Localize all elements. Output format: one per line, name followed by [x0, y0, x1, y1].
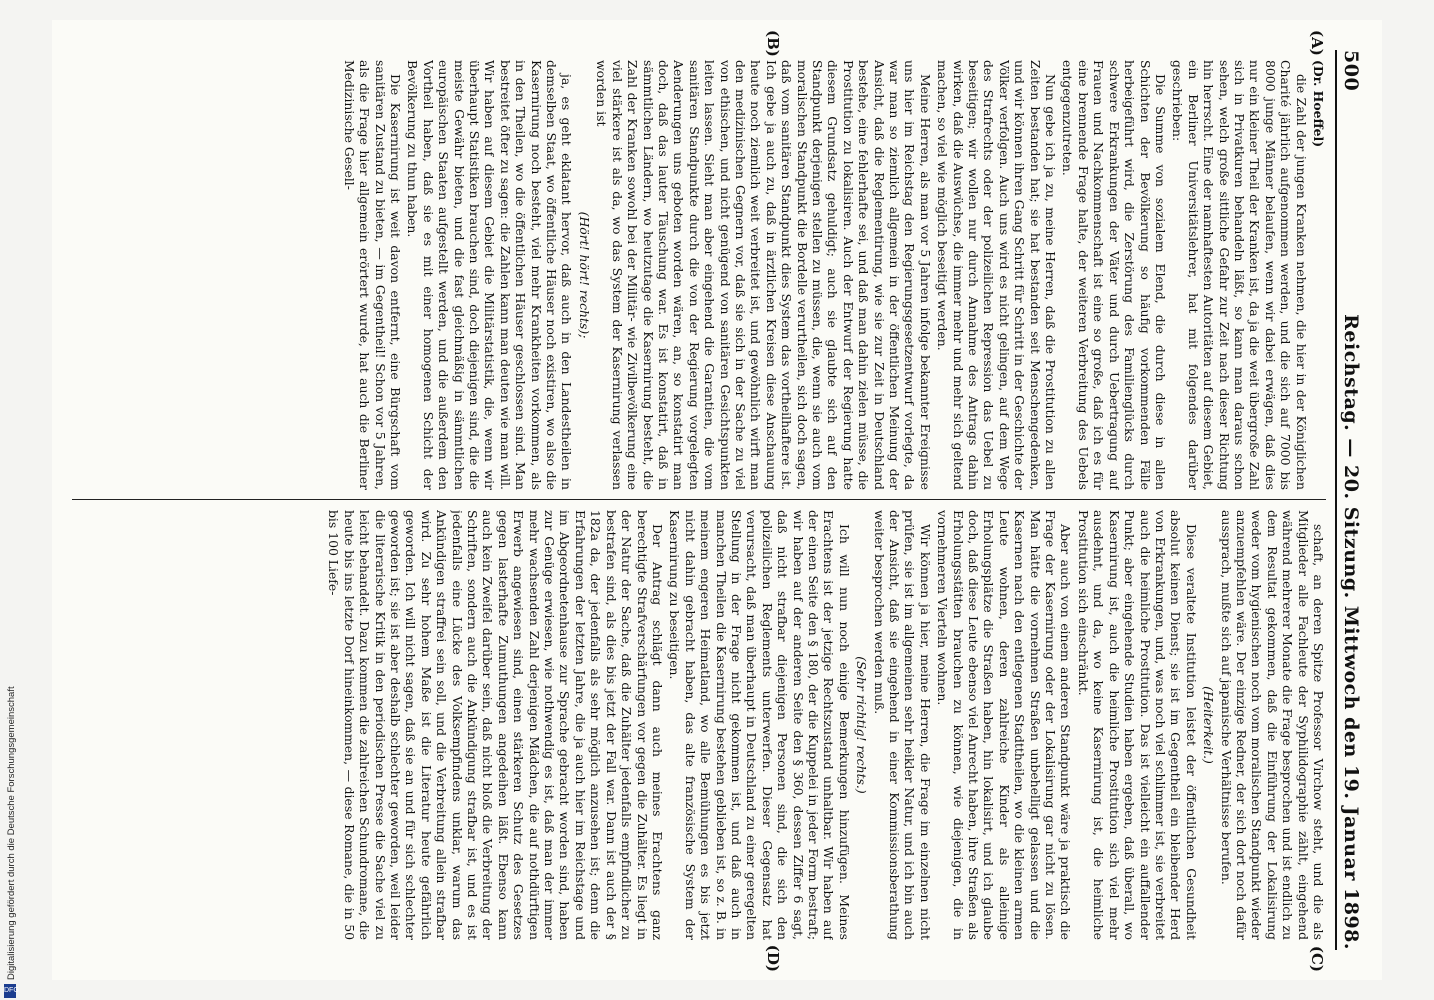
- paragraph: die Zahl der jungen Kranken nehmen, die hier in der Königlichen Charité jährlich aufgenommen werden, und die sich auf 7000 bis 8000 junge Männer belaufen, wenn wir dabei erwägen, daß dies nur ein kleiner Theil der Kranken ist, da ja die weit übergroße Zahl sich in Privatkuren behandeln läßt, so kann man daraus schon sehen, welch große sittliche Gefahr zur Zeit nach dieser Richtung hin herrscht. Eine der namhaftesten Autoritäten auf diesem Gebiet, ein Berliner Universitätslehrer, hat mit folgendes darüber geschrieben:: [1170, 60, 1309, 490]
- column-divider: [72, 499, 1326, 500]
- interjection: (Sehr richtig! rechts.): [854, 656, 870, 794]
- margin-marker-a: (A): [1308, 30, 1326, 56]
- credit-text: Digitalisierung gefördert durch die Deutsche Forschungsgemeinschaft: [6, 686, 17, 980]
- funding-credit: [0, 0, 20, 1000]
- margin-marker-c: (C): [1308, 945, 1326, 972]
- paragraph: Die Summe von sozialem Elend, die durch diese in allen Schichten der Bevölkerung so häufig vorkommenden Fälle herbeigeführt wird, die Zerstörung des Familienglücks durch schwere Erkrankungen der Väter und durch Uebertragung auf Frauen und Nachkommenschaft ist eine so große, daß ich es für eine brennende Frage halte, der weiteren Verbreitung des Uebels entgegenzutreten.: [1060, 60, 1168, 490]
- speaker-label: (Dr. Hoeffel): [1311, 60, 1326, 148]
- paragraph: Wir können ja hier, meine Herren, die Frage im einzelnen nicht prüfen, sie ist im allgemeinen sehr heikler Natur, und ich bin auch der Ansicht, daß sie eingehend in einer Kommissionsberathung weiter besprochen werden muß.: [871, 510, 933, 940]
- left-column: [72, 60, 1326, 490]
- dfg-logo-icon: DFG: [4, 984, 16, 998]
- page-number: 500: [1340, 50, 1362, 92]
- interjection: (Heiterkeit.): [1201, 686, 1217, 764]
- rotated-page: [52, 20, 1382, 980]
- paragraph: Die Kasernirung ist weit davon entfernt, eine Bürgschaft vom sanitären Zustand zu bieten, — im Gegentheil! Schon vor 5 Jahren, als die Frage hier allgemein erörtert wurde, hat auch die Berliner Medizinische Gesell-: [341, 60, 404, 490]
- paragraph: Meine Herren, als man vor 5 Jahren infolge bekannter Ereignisse uns hier im Reichstag den Regierungsgesetzentwurf vorlegte, da war man so ziemlich allgemein in der öffentlichen Meinung der Ansicht, daß die Reglementirung, wie sie zur Zeit in Deutschland bestehe, eine fehlerhafte sei, und daß man dahin zielen müsse, die Prostitution zu lokalisiren. Auch der Entwurf der Regierung hatte diesem Grundsatz gehuldigt; auch sie glaubte sich auf den Standpunkt derjenigen stellen zu müssen, die, wenn sie auch vom moralischen Standpunkt die Bordelle verurtheilen, sich doch sagen, daß vom sanitären Standpunkt dies System das vortheilhaftere ist. Ich gebe ja auch zu, daß in ärztlichen Kreisen diese Anschauung heute noch ziemlich weit verbreitet ist, und gewöhnlich wirft man den medizinischen Gegnern vor, daß sie sich in der Sache zu viel von ethischen, und nicht genügend von sanitären Gesichtspunkten leiten lassen. Sieht man aber eingehend die Garantien, die vom sanitären Standpunkte durch die von der Regierung vorgelegten Aenderungen uns geboten worden wären, an, so konstatirt man doch, daß das lauter Täuschung war. Es ist konstatirt, daß in sämmtlichen Ländern, wo heutzutage die Kasernirung besteht, die Zahl der Kranken sowohl bei der Militär- wie Zivilbevölkerung eine viel stärkere ist als da, wo das System der Kasernirung verlassen worden ist: [594, 60, 933, 490]
- paragraph: Diese veraltete Institution leistet der öffentlichen Gesundheit absolut keinen Dienst; sie ist im Gegentheil ein bleibender Herd von Erkrankungen, und, was noch viel schlimmer ist, sie verbreitet auch die heimliche Prostitution. Das ist vielleicht ein auffallender Punkt; aber eingehende Studien haben ergeben, daß überall, wo Kasernirung ist, auch die heimliche Prostitution sich viel mehr ausdehnt, und da, wo keine Kasernirung ist, die heimliche Prostitution sich einschränkt.: [1075, 510, 1199, 940]
- page-header: [1340, 50, 1368, 950]
- header-rule: [1335, 50, 1337, 950]
- paragraph: Aber auch von einem anderen Standpunkt wäre ja praktisch die Frage der Kasernirung oder der Lokalisirung gar nicht zu lösen. Man hätte die vornehmen Straßen unbehelligt gelassen und die Kasernen nach den entlegenen Stadttheilen, wo die kleinen armen Leute wohnen, deren zahlreiche Kinder als alleinige Erholungsplätze die Straßen haben, hin lokalisirt, und ich glaube doch, daß diese Leute ebenso viel Anrecht haben, ihre Straßen als Erholungsstätten brauchen zu können, wie diejenigen, die in vornehmeren Vierteln wohnen.: [935, 510, 1074, 940]
- interjection: (Hört! hört! rechts);: [576, 211, 592, 339]
- margin-marker-d: (D): [764, 944, 782, 972]
- paragraph: schaft, an deren Spitze Professor Virchow steht, und die als Mitglieder alle Fachleute der Syphilidographie zählt, eingehend während mehrerer Monate die Frage besprochen und ist endlich zu dem Resultat gekommen, daß die Einführung der Lokalisirung weder vom hygienischen noch vom moralischen Standpunkt wieder anzuempfehlen wäre. Der einzige Redner, der sich dort noch dafür aussprach, mußte sich auf japanische Verhältnisse berufen.: [1218, 510, 1326, 940]
- paragraph: Nun gebe ich ja zu, meine Herren, daß die Prostitution zu allen Zeiten bestanden hat; sie hat bestanden seit Menschengedenken, und wir können ihren Gang Schritt für Schritt in der Geschichte der Völker verfolgen. Auch uns wird es nicht gelingen, auf dem Wege des Strafrechts oder der polizeilichen Repression das Uebel zu beseitigen; wir wollen nur durch Annahme des Antrags dahin wirken, daß die Auswüchse, die immer mehr und mehr sich geltend machen, so viel wie möglich beseitigt werden.: [935, 60, 1059, 490]
- paragraph: Der Antrag schlägt dann auch meines Erachtens ganz berechtigte Strafverschärfungen vor gegen die Zuhälter. Es liegt in der Natur der Sache, daß die Zuhälter jedenfalls empfindlicher zu bestrafen sind, als dies bis jetzt der Fall war. Dann ist auch der § 182a da, der jedenfalls als sehr möglich anzusehen ist; denn die Erfahrungen der letzten Jahre, die ja auch hier im Reichstage und im Abgeordnetenhause zur Sprache gebracht worden sind, haben zur Genüge erwiesen, wie nothwendig es ist, daß man der immer mehr wachsenden Zahl derjenigen Mädchen, die auf nothdürftigen Erwerb angewiesen sind, einen stärkeren Schutz des Gesetzes gegen lasterhafte Zumuthungen angedeihen läßt. Ebenso kann auch kein Zweifel darüber sein, daß nicht bloß die Verbreitung der Schriften, sondern auch die Ankündigung strafbar ist, und es ist jedenfalls eine Lücke des Volksempfindens unklar, warum das Ankündigen straffrei sein soll, und die Verbreitung allein strafbar wird. Zu sehr hohem Maße ist die Literatur heute gefährlich geworden. Ich will nicht sagen, daß sie an und für sich schlechter geworden ist; sie ist aber deshalb schlechter geworden, weil leider die literarische Kritik in den periodischen Presse die Sache viel zu leicht behandelt. Dazu kommen die zahlreichen Schundromane, die heute bis ins letzte Dorf hineinkommen, — diese Romane, die in 50 bis 100 Liefe-: [326, 510, 665, 940]
- margin-marker-b: (B): [764, 30, 782, 57]
- page-title: Reichstag. — 20. Sitzung. Mittwoch den 19. Januar 1898.: [1340, 314, 1362, 950]
- paragraph: ja, es geht eklatant hervor, daß auch in den Landestheilen in demselben Staat, wo öffentliche Häuser noch existiren, wo also die Kasernirung noch besteht, viel mehr Krankheiten vorkommen, als in den Theilen, wo die öffentlichen Häuser geschlossen sind. Man bestreitet öfter zu sagen: die Zahlen kann man deuten wie man will. Wir haben auf diesem Gebiet die Militärstatistik, die, wenn wir überhaupt Statistiken brauchen sind, doch diejenigen sind, die die meiste Gewähr bieten, und die fast gleichmäßig in sämmtlichen europäischen Staaten aufgestellt werden, und die außerdem den Vortheil haben, daß sie es mit einer homogenen Schicht der Bevölkerung zu thun haben.: [405, 60, 575, 490]
- right-column: [72, 510, 1326, 940]
- paragraph: Ich will nun noch einige Bemerkungen hinzufügen. Meines Erachtens ist der jetzige Rechtszustand unhaltbar. Wir haben auf der einen Seite den § 180, der die Kuppelei in jeder Form bestraft; wir haben auf der anderen Seite den § 360, dessen Ziffer 6 sagt, daß nicht strafbar diejenigen Personen sind, die sich den polizeilichen Reglements unterwerfen. Dieser Gegensatz hat verursacht, daß man überhaupt in Deutschland zu einer geregelten Stellung in der Frage nicht gekommen ist, und daß auch in manchen Theilen die Kasernirung bestehen geblieben ist, so z. B. in meinem engeren Heimatland, wo alle Bemühungen es bis jetzt nicht dahin gebracht haben, das alte französische System der Kasernirung zu beseitigen.: [667, 510, 852, 940]
